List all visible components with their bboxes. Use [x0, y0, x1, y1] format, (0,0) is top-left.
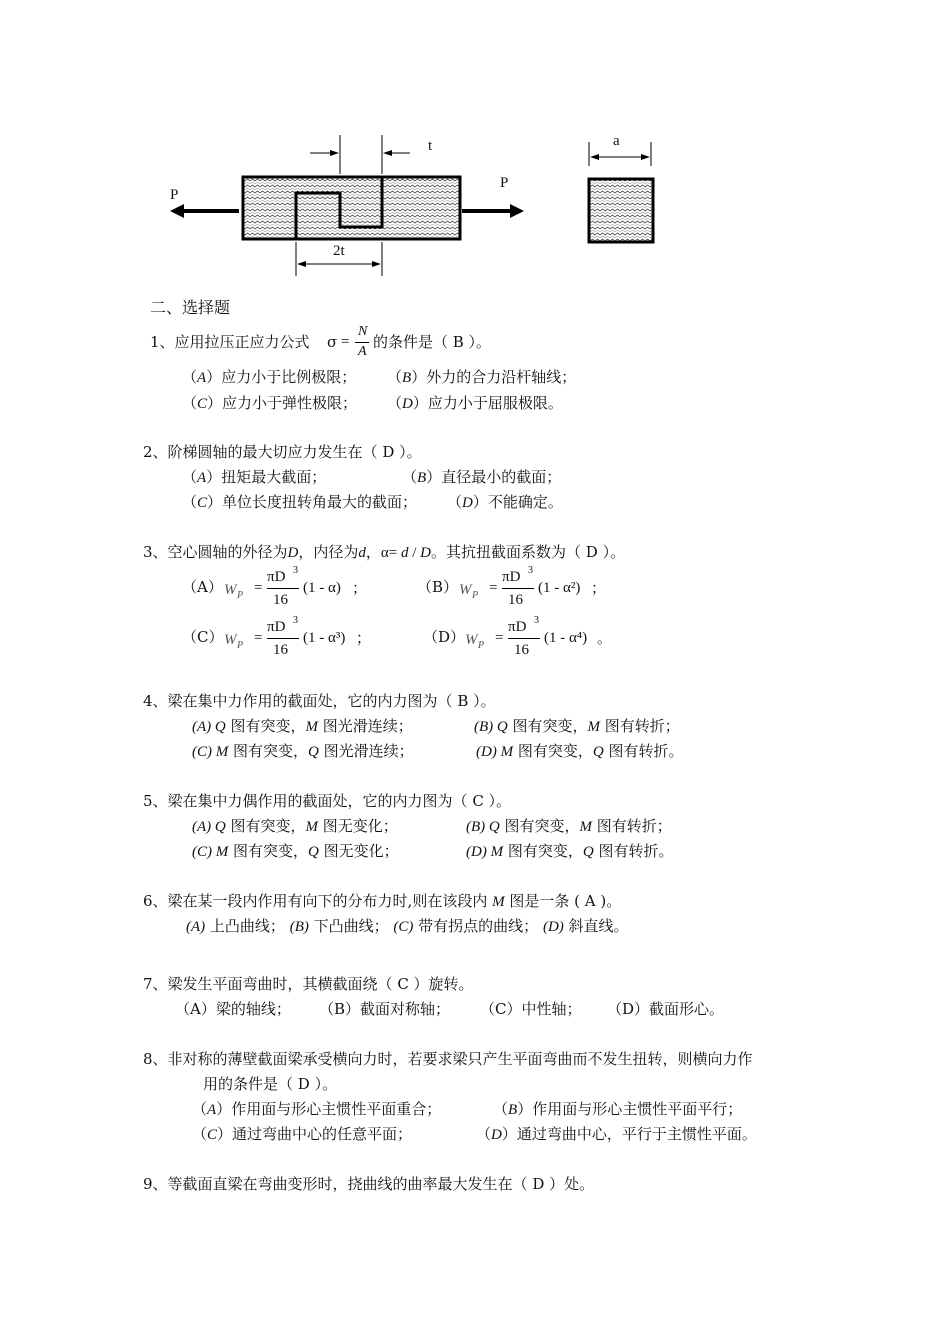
q3-option-c-formula: （C） W P = πD 3 16 (1 - α³) ；: [182, 615, 372, 658]
q4-option-b: (B) Q 图有突变，M 图有转折；: [474, 717, 680, 735]
label-2t: 2t: [333, 243, 345, 259]
q3-option-a-formula: （A） W P = πD 3 16 (1 - α) ；: [182, 565, 368, 608]
q8-option-a: （A）作用面与形心主惯性平面重合；: [192, 1100, 442, 1118]
formula-stress: [327, 322, 377, 362]
q2-option-c: （C）单位长度扭转角最大的截面；: [182, 493, 418, 511]
specimen-bar: [243, 177, 460, 239]
tension-specimen-figure: [160, 130, 700, 290]
q2-option-a: （A）扭矩最大截面；: [182, 468, 327, 486]
formula-sigma: σ: [327, 333, 338, 351]
question-1-text: 1、应用拉压正应力公式: [150, 333, 310, 351]
q1-option-row-2b: （D）应力小于屈服极限。: [387, 394, 563, 412]
label-p-right: P: [500, 175, 509, 191]
question-8: 8、非对称的薄壁截面梁承受横向力时，若要求梁只产生平面弯曲而不发生扭转，则横向力作: [143, 1050, 753, 1068]
question-8-line-2: 用的条件是（ D ）。: [203, 1075, 338, 1093]
question-7: 7、梁发生平面弯曲时，其横截面绕（ C ）旋转。: [143, 975, 474, 993]
q1-option-row-1: （A）应力小于比例极限；: [182, 368, 357, 386]
q4-option-a: (A) Q 图有突变，M 图光滑连续；: [192, 717, 413, 735]
q4-option-d: (D) M 图有突变，Q 图有转折。: [476, 742, 684, 760]
question-1-tail: 的条件是（ B ）。: [373, 333, 492, 351]
label-t: t: [428, 138, 433, 154]
question-9: 9、等截面直梁在弯曲变形时，挠曲线的曲率最大发生在（ D ）处。: [143, 1175, 595, 1193]
section-title: 二、选择题: [150, 298, 231, 317]
question-3: 3、空心圆轴的外径为D，内径为d，α= d / D。其抗扭截面系数为（ D ）。: [143, 543, 626, 561]
q5-option-b: (B) Q 图有突变，M 图有转折；: [466, 817, 672, 835]
square-cross-section: [589, 179, 653, 242]
label-a: a: [613, 133, 620, 149]
q7-option-a: （A）梁的轴线；: [175, 1000, 291, 1018]
q2-option-d: （D）不能确定。: [447, 493, 563, 511]
q7-option-b: （B）截面对称轴；: [319, 1000, 451, 1018]
question-1: [150, 332, 310, 352]
question-5: 5、梁在集中力偶作用的截面处，它的内力图为（ C ）。: [143, 792, 512, 810]
q7-option-d: （D）截面形心。: [607, 1000, 725, 1018]
q7-option-c: （C）中性轴；: [480, 1000, 582, 1018]
q5-option-d: (D) M 图有突变，Q 图有转折。: [466, 842, 674, 860]
q5-option-c: (C) M 图有突变，Q 图无变化；: [192, 842, 399, 860]
question-6: 6、梁在某一段内作用有向下的分布力时,则在该段内 M 图是一条 ( A )。: [143, 892, 622, 910]
q1-option-row-2: （C）应力小于弹性极限；: [182, 394, 358, 412]
question-2: 2、阶梯圆轴的最大切应力发生在（ D ）。: [143, 443, 422, 461]
q5-option-a: (A) Q 图有突变，M 图无变化；: [192, 817, 398, 835]
q6-options: (A) 上凸曲线； (B) 下凸曲线； (C) 带有拐点的曲线； (D) 斜直线。: [186, 917, 629, 935]
label-p-left: P: [170, 187, 179, 203]
q8-option-c: （C）通过弯曲中心的任意平面；: [192, 1125, 413, 1143]
q4-option-c: (C) M 图有突变，Q 图光滑连续；: [192, 742, 414, 760]
question-4: 4、梁在集中力作用的截面处，它的内力图为（ B ）。: [143, 692, 496, 710]
q3-option-b-formula: （B） W P = πD 3 16 (1 - α²) ；: [417, 565, 607, 608]
q8-option-d: （D）通过弯曲中心，平行于主惯性平面。: [476, 1125, 757, 1143]
formula-denominator: A: [358, 344, 367, 359]
q2-option-b: （B）直径最小的截面；: [402, 468, 562, 486]
q8-option-b: （B）作用面与形心主惯性平面平行；: [493, 1100, 743, 1118]
right-arrowhead: [510, 204, 524, 218]
formula-eq: =: [341, 334, 350, 350]
q1-option-row-1b: （B）外力的合力沿杆轴线；: [387, 368, 577, 386]
left-arrowhead: [170, 204, 184, 218]
formula-numerator: N: [358, 324, 368, 339]
q3-option-d-formula: （D） W P = πD 3 16 (1 - α⁴) 。: [423, 615, 613, 658]
